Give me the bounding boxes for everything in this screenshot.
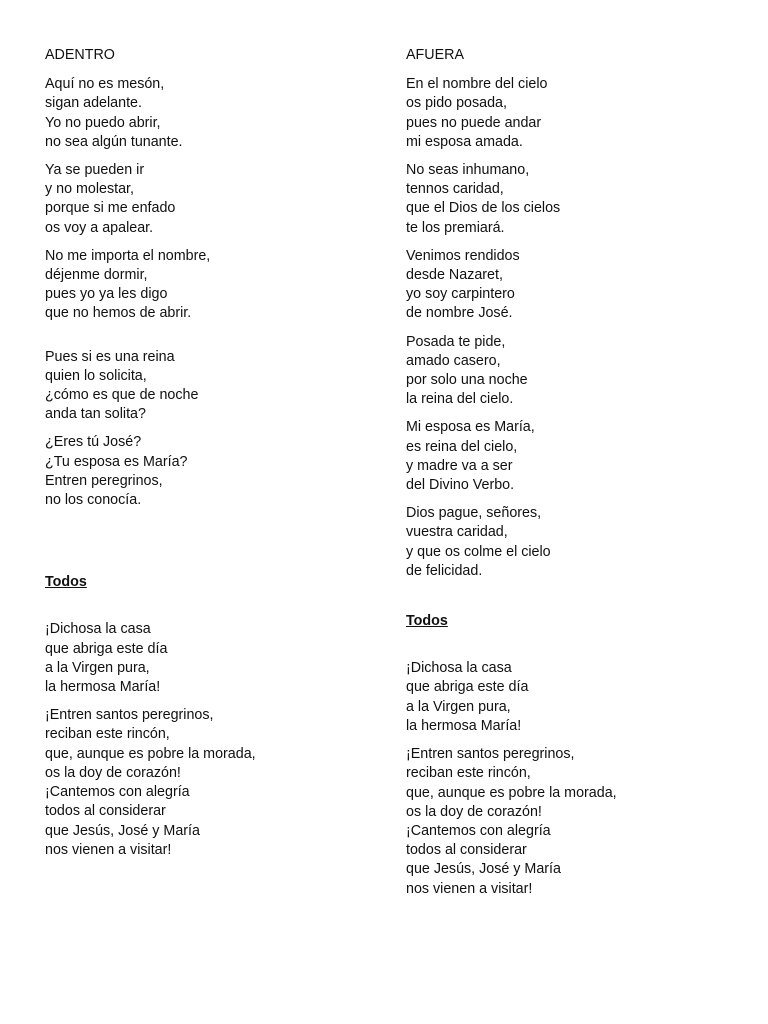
verse-line: ¡Entren santos peregrinos, xyxy=(45,707,214,724)
verse-line: no los conocía. xyxy=(45,492,142,509)
verse-line: Mi esposa es María, xyxy=(406,419,535,436)
verse-line: porque si me enfado xyxy=(45,200,176,217)
afuera-column xyxy=(406,46,736,908)
verse-line: la reina del cielo. xyxy=(406,391,514,408)
verse-line: de nombre José. xyxy=(406,305,513,322)
afuera-stanza-1 xyxy=(406,75,736,152)
verse-line: mi esposa amada. xyxy=(406,133,523,150)
verse-line: ¡Dichosa la casa xyxy=(45,621,151,638)
verse-line: ¿cómo es que de noche xyxy=(45,387,199,404)
verse-line: Venimos rendidos xyxy=(406,247,520,264)
verse-line: que Jesús, José y María xyxy=(45,822,200,839)
verse-line: En el nombre del cielo xyxy=(406,76,548,93)
verse-line: y madre va a ser xyxy=(406,457,513,474)
verse-line: os pido posada, xyxy=(406,95,507,112)
verse-line: déjenme dormir, xyxy=(45,267,148,284)
verse-line: pues yo ya les digo xyxy=(45,286,168,303)
verse-line: yo soy carpintero xyxy=(406,286,515,303)
verse-line: ¿Eres tú José? xyxy=(45,434,142,451)
verse-line: tennos caridad, xyxy=(406,181,504,198)
verse-line: ¿Tu esposa es María? xyxy=(45,453,188,470)
todos-left-stanza-1 xyxy=(45,620,375,697)
adentro-heading: ADENTRO xyxy=(45,47,115,63)
verse-line: que, aunque es pobre la morada, xyxy=(45,745,256,762)
adentro-stanza-1 xyxy=(45,75,375,152)
verse-line: la hermosa María! xyxy=(45,679,161,696)
verse-line: no sea algún tunante. xyxy=(45,133,183,150)
todos-heading-left: Todos xyxy=(45,574,87,591)
verse-line: Pues si es una reina xyxy=(45,348,175,365)
verse-line: ¡Cantemos con alegría xyxy=(406,822,551,839)
verse-line: que abriga este día xyxy=(406,679,529,696)
verse-line: ¡Cantemos con alegría xyxy=(45,784,190,801)
verse-line: por solo una noche xyxy=(406,372,528,389)
verse-line: ¡Entren santos peregrinos, xyxy=(406,746,575,763)
verse-line: Yo no puedo abrir, xyxy=(45,114,161,131)
adentro-column xyxy=(45,46,375,869)
verse-line: que Jesús, José y María xyxy=(406,861,561,878)
verse-line: ¡Dichosa la casa xyxy=(406,660,512,677)
verse-line: nos vienen a visitar! xyxy=(406,880,533,897)
verse-line: amado casero, xyxy=(406,352,501,369)
verse-line: a la Virgen pura, xyxy=(45,659,150,676)
verse-line: que, aunque es pobre la morada, xyxy=(406,784,617,801)
verse-line: y no molestar, xyxy=(45,181,134,198)
todos-heading-right: Todos xyxy=(406,613,448,630)
verse-line: Entren peregrinos, xyxy=(45,472,163,489)
adentro-stanza-3 xyxy=(45,247,375,324)
verse-line: Ya se pueden ir xyxy=(45,162,145,179)
verse-line: que no hemos de abrir. xyxy=(45,305,192,322)
todos-right-stanza-2 xyxy=(406,745,736,899)
verse-line: reciban este rincón, xyxy=(45,726,170,743)
verse-line: reciban este rincón, xyxy=(406,765,531,782)
verse-line: te los premiará. xyxy=(406,219,505,236)
todos-right-stanza-1 xyxy=(406,659,736,736)
verse-line: vuestra caridad, xyxy=(406,524,508,541)
verse-line: Dios pague, señores, xyxy=(406,505,542,522)
verse-line: quien lo solicita, xyxy=(45,367,147,384)
verse-line: No seas inhumano, xyxy=(406,162,530,179)
verse-line: anda tan solita? xyxy=(45,406,146,423)
verse-line: nos vienen a visitar! xyxy=(45,841,172,858)
verse-line: os voy a apalear. xyxy=(45,219,154,236)
verse-line: Aquí no es mesón, xyxy=(45,76,165,93)
verse-line: todos al considerar xyxy=(406,842,527,859)
verse-line: la hermosa María! xyxy=(406,717,522,734)
afuera-stanza-4 xyxy=(406,333,736,410)
verse-line: de felicidad. xyxy=(406,562,483,579)
todos-left-stanza-2 xyxy=(45,706,375,860)
afuera-heading: AFUERA xyxy=(406,47,464,63)
afuera-stanza-2 xyxy=(406,161,736,238)
verse-line: todos al considerar xyxy=(45,803,166,820)
verse-line: a la Virgen pura, xyxy=(406,698,511,715)
verse-line: que abriga este día xyxy=(45,640,168,657)
afuera-stanza-6 xyxy=(406,504,736,581)
adentro-stanza-2 xyxy=(45,161,375,238)
verse-line: os la doy de corazón! xyxy=(45,764,181,781)
verse-line: desde Nazaret, xyxy=(406,267,503,284)
afuera-stanza-5 xyxy=(406,418,736,495)
verse-line: del Divino Verbo. xyxy=(406,477,515,494)
verse-line: pues no puede andar xyxy=(406,114,542,131)
adentro-stanza-4 xyxy=(45,348,375,425)
verse-line: que el Dios de los cielos xyxy=(406,200,561,217)
verse-line: sigan adelante. xyxy=(45,95,142,112)
verse-line: No me importa el nombre, xyxy=(45,247,211,264)
verse-line: es reina del cielo, xyxy=(406,438,518,455)
verse-line: y que os colme el cielo xyxy=(406,543,551,560)
afuera-stanza-3 xyxy=(406,247,736,324)
verse-line: Posada te pide, xyxy=(406,333,506,350)
verse-line: os la doy de corazón! xyxy=(406,803,542,820)
adentro-stanza-5 xyxy=(45,433,375,510)
